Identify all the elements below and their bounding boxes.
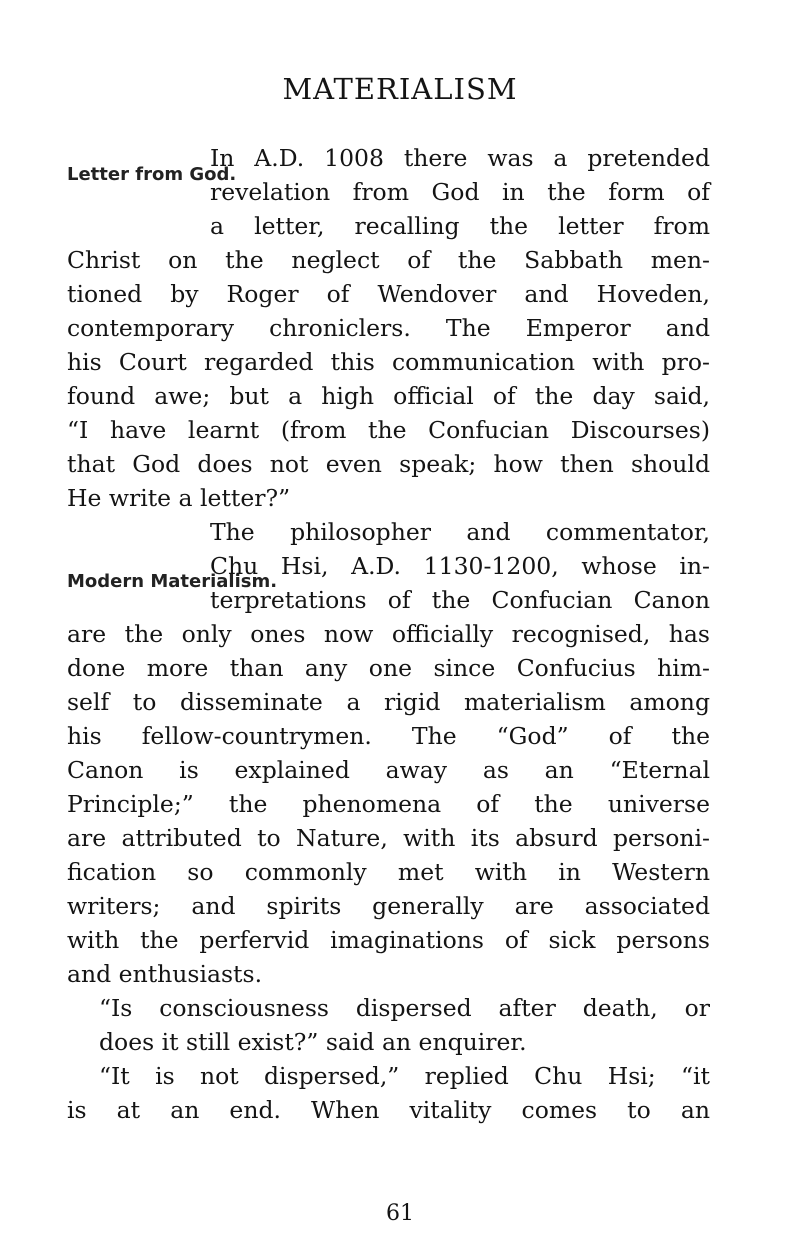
sidenote-modern-materialism: Modern Materialism.: [67, 571, 278, 592]
text-line: contemporary chroniclers. The Emperor and: [67, 314, 710, 342]
text-line: fication so commonly met with in Western: [67, 858, 710, 886]
text-line: self to disseminate a rigid materialism among: [67, 688, 710, 716]
text-line: “Is consciousness dispersed after death, or: [99, 994, 710, 1022]
text-line: tioned by Roger of Wendover and Hoveden,: [67, 280, 710, 308]
text-line: his Court regarded this communication with pro-: [67, 348, 710, 376]
text-line: The philosopher and commentator,: [210, 518, 710, 546]
text-line: a letter, recalling the letter from: [210, 212, 710, 240]
text-line: Principle;” the phenomena of the universe: [67, 790, 710, 818]
text-line: Canon is explained away as an “Eternal: [67, 756, 710, 784]
text-line: “It is not dispersed,” replied Chu Hsi; “it: [99, 1062, 710, 1090]
text-line: Christ on the neglect of the Sabbath men-: [67, 246, 710, 274]
text-line: “I have learnt (from the Confucian Discourses): [67, 416, 710, 444]
text-line: In A.D. 1008 there was a pretended: [210, 144, 710, 172]
text-line: with the perfervid imaginations of sick persons: [67, 926, 710, 954]
text-line: He write a letter?”: [67, 484, 291, 512]
text-line: and enthusiasts.: [67, 960, 263, 988]
text-line: revelation from God in the form of: [210, 178, 710, 206]
running-head: MATERIALISM: [282, 72, 518, 106]
page-number: 61: [386, 1201, 414, 1226]
text-line: that God does not even speak; how then should: [67, 450, 710, 478]
text-line: are the only ones now officially recognised, has: [67, 620, 710, 648]
text-line: his fellow-countrymen. The “God” of the: [67, 722, 710, 750]
text-line: is at an end. When vitality comes to an: [67, 1096, 710, 1124]
sidenote-letter-from-god: Letter from God.: [67, 164, 237, 185]
text-line: are attributed to Nature, with its absurd personi-: [67, 824, 710, 852]
text-line: does it still exist?” said an enquirer.: [99, 1028, 527, 1056]
body-text: [67, 141, 710, 1127]
text-line: found awe; but a high official of the day said,: [67, 382, 710, 410]
text-line: writers; and spirits generally are associated: [67, 892, 710, 920]
text-line: Chu Hsi, A.D. 1130-1200, whose in-: [210, 552, 710, 580]
text-line: terpretations of the Confucian Canon: [210, 586, 710, 614]
text-line: done more than any one since Confucius him-: [67, 654, 710, 682]
